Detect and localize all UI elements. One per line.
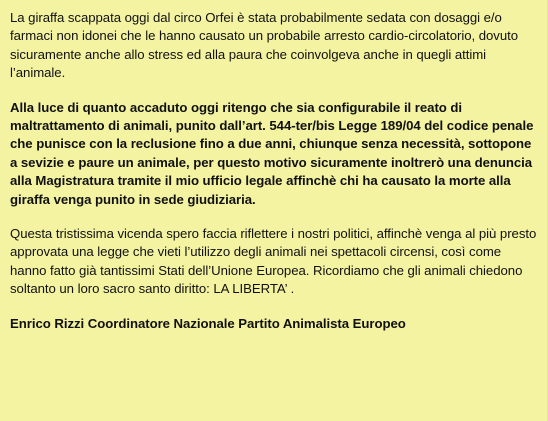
author-signature: Enrico Rizzi Coordinatore Nazionale Partito Animalista Europeo [10,315,406,331]
closing-paragraph: Questa tristissima vicenda spero faccia riflettere i nostri politici, affinchè venga al più presto approvata una legge che vieti l’utilizzo degli animali nei spettacoli circensi, così come hanno fatto già tantissimi Stati dell’Unione Europea. Ricordiamo che gli animali chiedono soltanto un loro sacro santo diritto: LA LIBERTA’ . [10,226,537,297]
legal-statement-paragraph: Alla luce di quanto accaduto oggi ritengo che sia configurabile il reato di maltrattamento di animali, punito dall’art. 544-ter/bis Legge 189/04 del codice penale che punisce con la reclusione fino a due anni, chiunque senza necessità, sottopone a sevizie e paure un animale, per questo motivo sicuramente inoltrerò una denuncia alla Magistratura tramite il mio ufficio legale affinchè chi ha causato la morte alla giraffa venga punito in sede giudiziaria. [10,99,534,207]
intro-paragraph: La giraffa scappata oggi dal circo Orfei è stata probabilmente sedata con dosaggi e/o farmaci non idonei che le hanno causato un probabile arresto cardio-circolatorio, dovuto sicuramente anche allo stress ed alla paura che coinvolgeva anche in quegli attimi l’animale. [10,10,519,81]
